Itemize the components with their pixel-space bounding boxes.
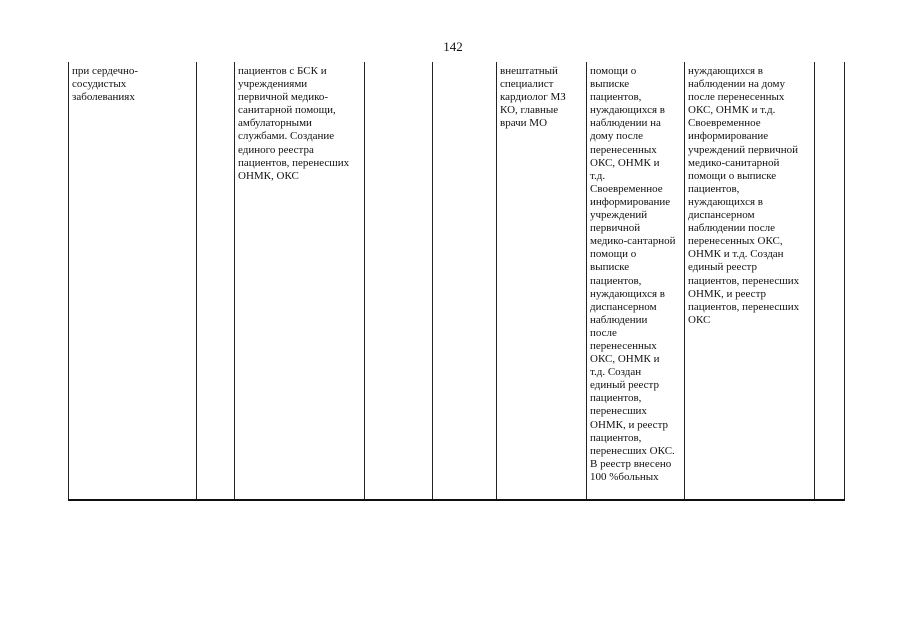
cell-text-line: сосудистых xyxy=(72,78,127,91)
cell-text-line: пациентов, перенесших xyxy=(688,300,800,313)
cell-text-line: В реестр внесено xyxy=(590,457,672,470)
cell-text-line: учреждениями xyxy=(238,78,308,91)
cell-text-line: КО, главные xyxy=(500,104,559,117)
table-cell-indicator xyxy=(69,62,197,500)
cell-text-line: нуждающихся в xyxy=(590,104,665,117)
cell-text-line: нуждающихся в xyxy=(688,65,763,77)
cell-text-line: ОНМК, и реестр xyxy=(688,287,767,300)
cell-text-line: после xyxy=(590,326,617,339)
cell-text-line: первичной медико- xyxy=(238,91,329,104)
cell-text-line: наблюдении после xyxy=(688,222,776,235)
cell-text-line: Своевременное xyxy=(688,117,761,130)
cell-text-line: помощи о xyxy=(590,248,637,261)
table-cell-measures xyxy=(235,62,365,500)
cell-text-line: ОКС xyxy=(688,313,711,326)
cell-text-line: врачи МО xyxy=(500,117,548,130)
cell-text-line: медико-сантарной xyxy=(590,235,676,248)
cell-text-line: кардиолог МЗ xyxy=(500,91,566,104)
cell-text-line: службами. Создание xyxy=(238,130,335,143)
cell-text-line: внештатный xyxy=(500,65,558,77)
cell-text-line: дому после xyxy=(590,130,644,143)
cell-text-line: учреждений первичной xyxy=(688,143,799,156)
cell-text-line: пациентов, перенесших xyxy=(238,156,350,169)
cell-text-line: перенесших ОКС. xyxy=(590,444,675,457)
cell-text-line: при сердечно- xyxy=(72,65,139,77)
table-cell-empty xyxy=(433,62,497,500)
cell-text-line: выписке xyxy=(590,78,630,91)
cell-text-line: санитарной помощи, xyxy=(238,104,336,117)
cell-text-line: заболеваниях xyxy=(72,91,135,104)
table-cell-empty xyxy=(815,62,845,500)
cell-text-line: 100 %больных xyxy=(590,470,659,483)
cell-text-line: информирование xyxy=(688,130,769,143)
cell-text-line: пациентов, xyxy=(590,274,642,287)
page-number: 142 xyxy=(443,39,463,54)
cell-text-line: ОНМК, и реестр xyxy=(590,418,669,431)
report-table xyxy=(68,62,845,501)
table-cell-result xyxy=(587,62,685,500)
cell-text-line: помощи о xyxy=(590,65,637,77)
cell-text-line: перенесенных xyxy=(590,143,657,156)
cell-text-line: ОКС, ОНМК и т.д. xyxy=(688,104,776,117)
table-cell-summary xyxy=(685,62,815,500)
cell-text-line: единый реестр xyxy=(590,379,659,392)
cell-text-line: ОНМК, ОКС xyxy=(238,169,299,182)
cell-text-line: диспансерном xyxy=(688,209,755,222)
cell-text-line: пациентов с БСК и xyxy=(238,65,327,77)
cell-text-line: Своевременное xyxy=(590,182,663,195)
cell-text-line: пациентов, xyxy=(590,91,642,104)
cell-text-line: наблюдении на xyxy=(590,117,661,130)
cell-text-line: пациентов, перенесших xyxy=(688,274,800,287)
cell-text-line: информирование xyxy=(590,195,671,208)
cell-text-line: наблюдении xyxy=(590,313,648,326)
cell-text-line: пациентов, xyxy=(688,182,740,195)
cell-text-line: единого реестра xyxy=(238,143,314,156)
table-cell-responsible xyxy=(497,62,587,500)
cell-text-line: специалист xyxy=(500,78,554,91)
cell-text-line: нуждающихся в xyxy=(590,287,665,300)
cell-text-line: диспансерном xyxy=(590,300,657,313)
cell-text-line: ОНМК и т.д. Создан xyxy=(688,248,784,261)
cell-text-line: пациентов, xyxy=(590,431,642,444)
table-row xyxy=(69,62,845,500)
cell-text-line: медико-санитарной xyxy=(688,156,780,169)
table-cell-empty xyxy=(365,62,433,500)
cell-text-line: единый реестр xyxy=(688,261,757,274)
cell-text-line: перенесших xyxy=(590,405,647,418)
cell-text-line: выписке xyxy=(590,261,630,274)
cell-text-line: наблюдении на дому xyxy=(688,78,785,91)
cell-text-line: перенесенных xyxy=(590,339,657,352)
cell-text-line: ОКС, ОНМК и xyxy=(590,353,660,366)
cell-text-line: после перенесенных xyxy=(688,91,785,104)
table-cell-empty xyxy=(197,62,235,500)
cell-text-line: помощи о выписке xyxy=(688,169,777,182)
cell-text-line: перенесенных ОКС, xyxy=(688,235,783,248)
cell-text-line: ОКС, ОНМК и xyxy=(590,156,660,169)
cell-text-line: первичной xyxy=(590,222,641,235)
cell-text-line: амбулаторными xyxy=(238,117,312,130)
cell-text-line: т.д. xyxy=(590,169,606,182)
cell-text-line: т.д. Создан xyxy=(590,366,642,379)
cell-text-line: пациентов, xyxy=(590,392,642,405)
cell-text-line: учреждений xyxy=(590,209,648,222)
cell-text-line: нуждающихся в xyxy=(688,195,763,208)
